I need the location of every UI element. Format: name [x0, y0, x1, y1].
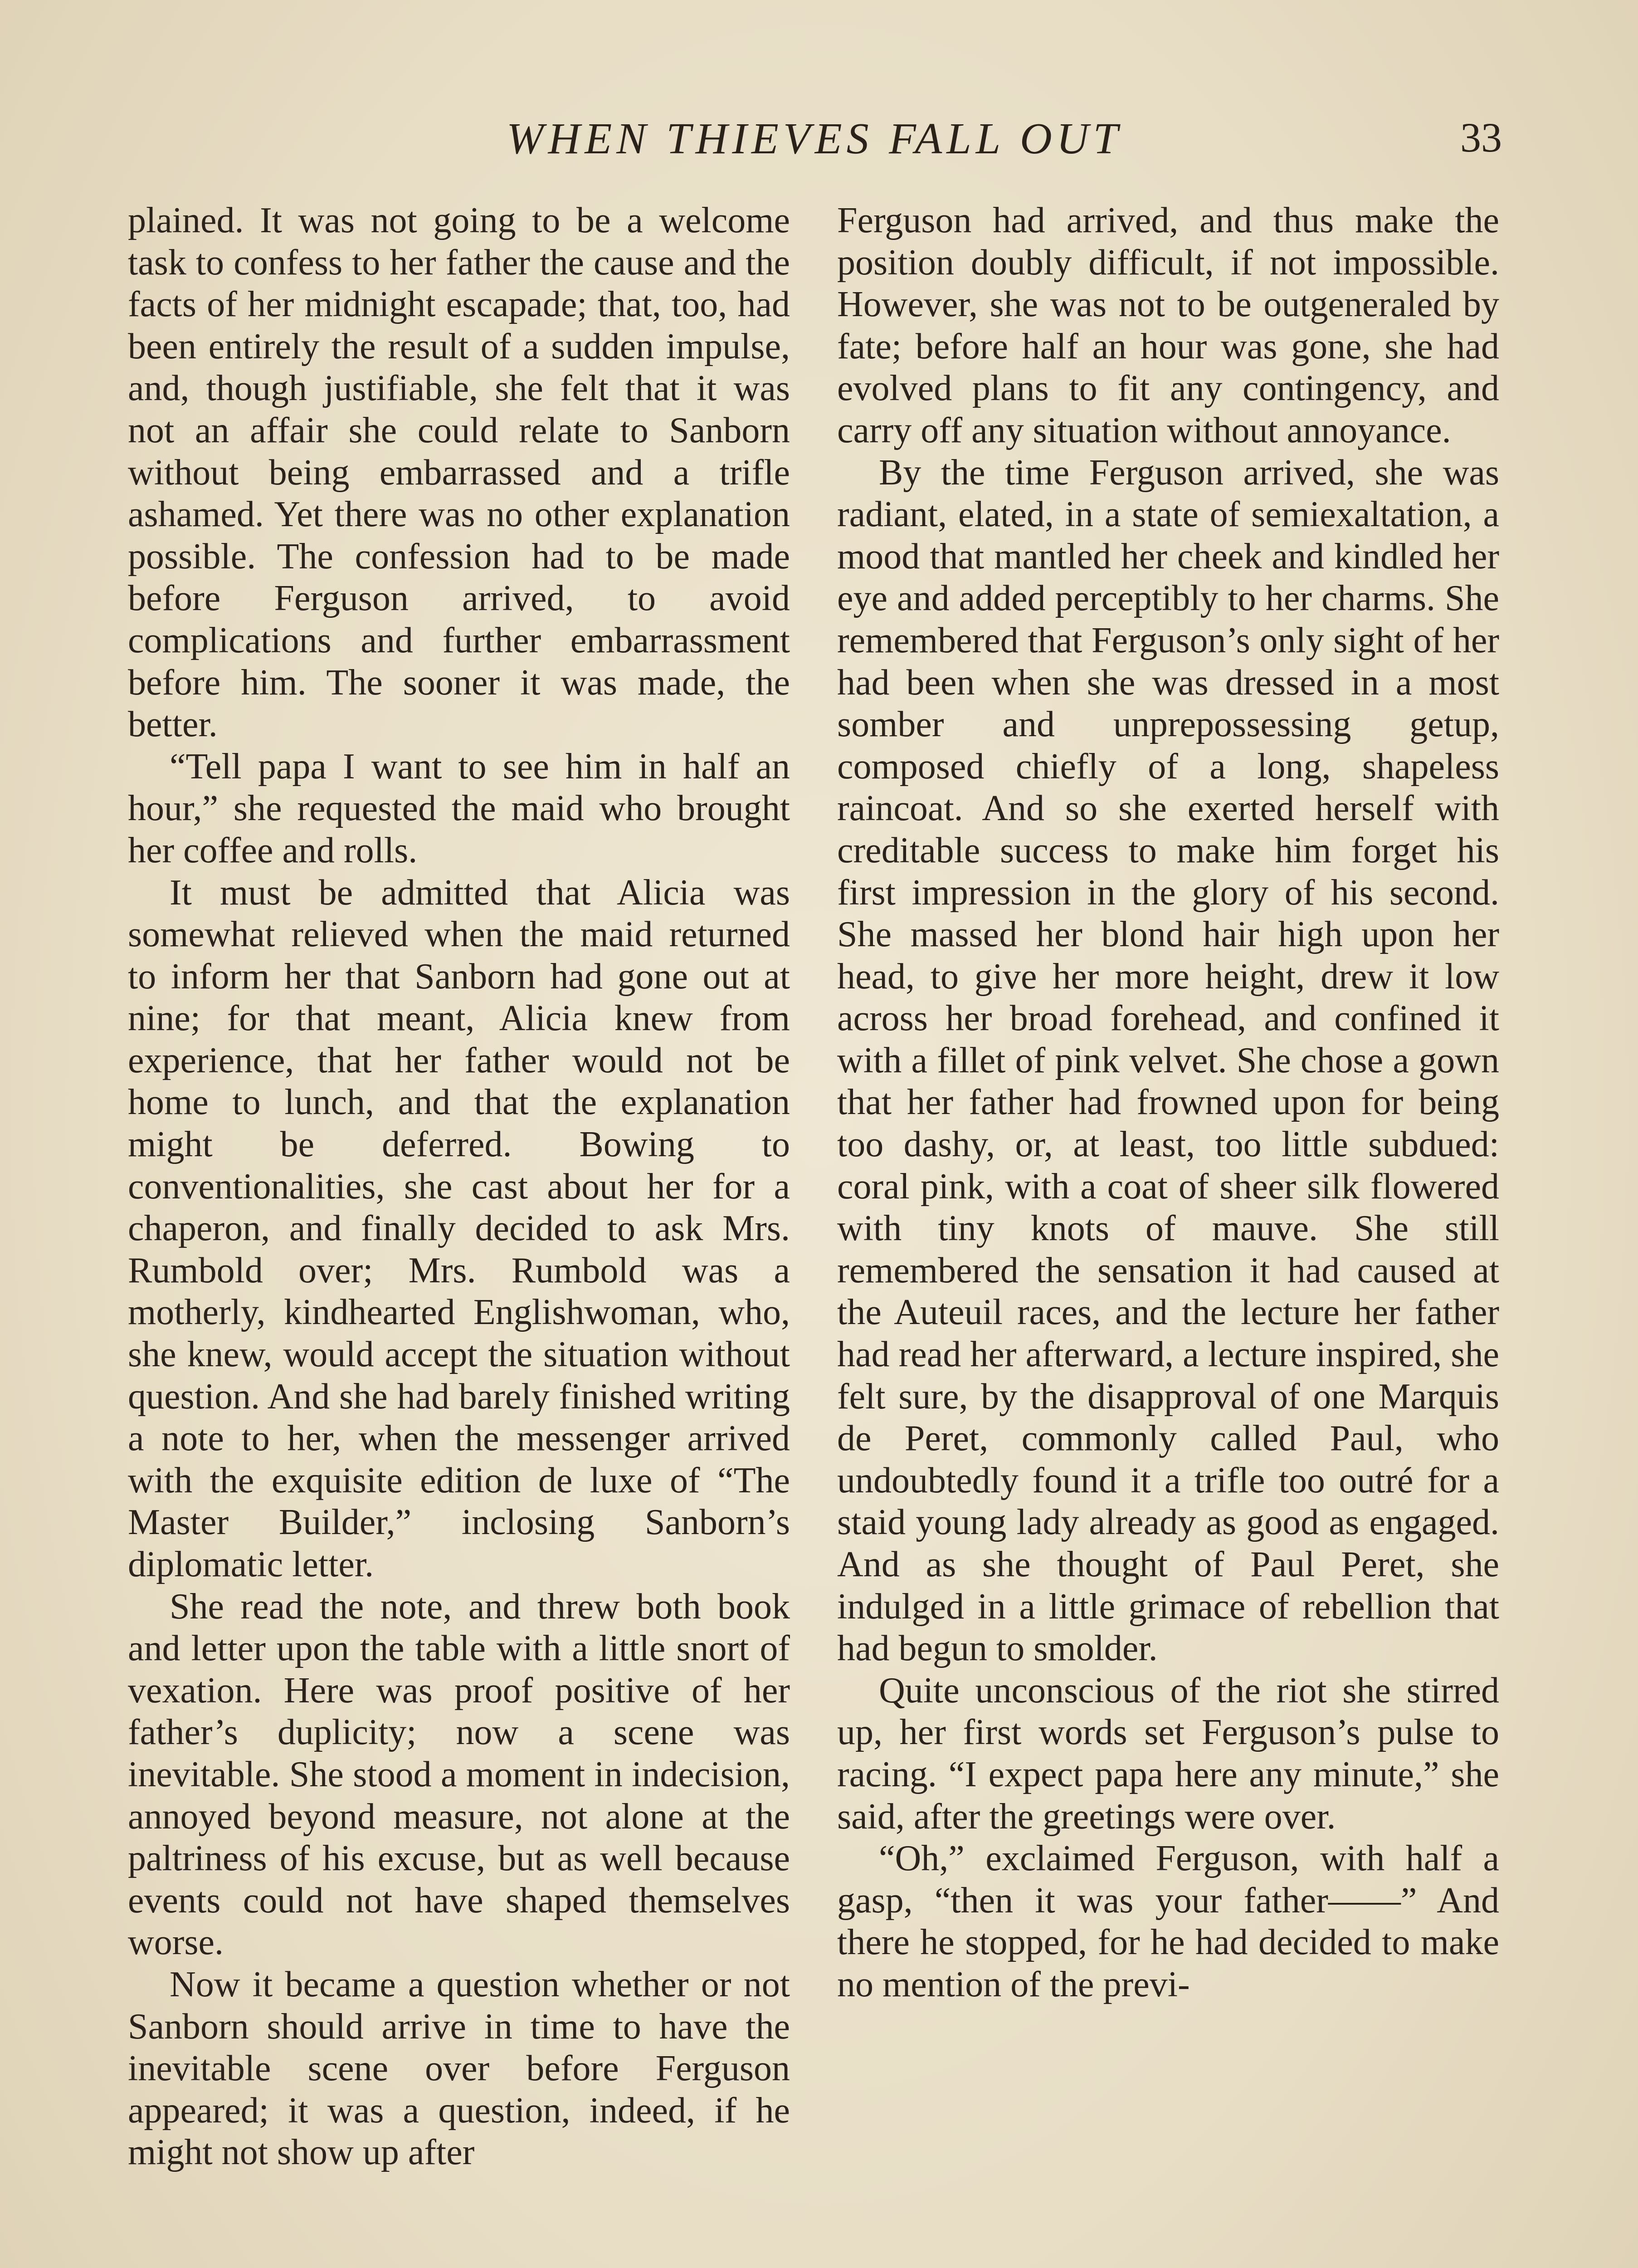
page-header	[127, 113, 1502, 172]
paragraph: She read the note, and threw both book and letter upon the table with a little snort of vexation. Here was proof positive of her father’s duplicity; now a scene was inevitable. She stood a moment in indecision, annoyed beyond measure, not alone at the paltriness of his excuse, but as well because events could not have shaped themselves worse.	[128, 1586, 790, 1963]
paragraph: “Tell papa I want to see him in half an hour,” she requested the maid who brought her coffee and rolls.	[128, 746, 790, 870]
paragraph: By the time Ferguson arrived, she was radiant, elated, in a state of semiexaltation, a mood that mantled her cheek and kindled her eye and added perceptibly to her charms. She remembered that Ferguson’s only sight of her had been when she was dressed in a most somber and unprepossessing getup, composed chiefly of a long, shapeless raincoat. And so she exerted herself with creditable success to make him forget his first impression in the glory of his second. She massed her blond hair high upon her head, to give her more height, drew it low across her broad forehead, and confined it with a fillet of pink velvet. She chose a gown that her father had frowned upon for being too dashy, or, at least, too little subdued: coral pink, with a coat of sheer silk flowered with tiny knots of mauve. She still remembered the sensation it had caused at the Auteuil races, and the lecture her father had read her afterward, a lecture inspired, she felt sure, by the disapproval of one Marquis de Peret, commonly called Paul, who undoubtedly found it a trifle too outré for a staid young lady already as good as engaged. And as she thought of Paul Peret, she indulged in a little grimace of rebellion that had begun to smolder.	[837, 452, 1499, 1669]
paragraph: Quite unconscious of the riot she stirred up, her first words set Ferguson’s pulse to racing. “I expect papa here any minute,” she said, after the greetings were over.	[837, 1670, 1499, 1837]
left-column	[128, 200, 790, 2174]
paragraph: plained. It was not going to be a welcome task to confess to her father the cause and the facts of her midnight escapade; that, too, had been entirely the result of a sudden impulse, and, though justifiable, she felt that it was not an affair she could relate to Sanborn without being embarrassed and a trifle ashamed. Yet there was no other explanation possible. The confession had to be made before Ferguson arrived, to avoid complications and further embarrassment before him. The sooner it was made, the better.	[128, 200, 790, 745]
paragraph: “Oh,” exclaimed Ferguson, with half a gasp, “then it was your father——” And there he stopped, for he had decided to make no mention of the previ-	[837, 1838, 1499, 2004]
right-column	[837, 200, 1499, 2006]
paragraph: Now it became a question whether or not Sanborn should arrive in time to have the inevitable scene over before Ferguson appeared; it was a question, indeed, if he might not show up after	[128, 1964, 790, 2173]
paragraph: It must be admitted that Alicia was somewhat relieved when the maid returned to inform her that Sanborn had gone out at nine; for that meant, Alicia knew from experience, that her father would not be home to lunch, and that the explanation might be deferred. Bowing to conventionalities, she cast about her for a chaperon, and finally decided to ask Mrs. Rumbold over; Mrs. Rumbold was a motherly, kindhearted Englishwoman, who, she knew, would accept the situation without question. And she had barely finished writing a note to her, when the messenger arrived with the exquisite edition de luxe of “The Master Builder,” inclosing Sanborn’s diplomatic letter.	[128, 872, 790, 1584]
paragraph: Ferguson had arrived, and thus make the position doubly difficult, if not impossible. However, she was not to be outgeneraled by fate; before half an hour was gone, she had evolved plans to fit any contingency, and carry off any situation without annoyance.	[837, 200, 1499, 450]
page-number: 33	[1460, 114, 1502, 161]
running-title: WHEN THIEVES FALL OUT	[506, 114, 1122, 163]
